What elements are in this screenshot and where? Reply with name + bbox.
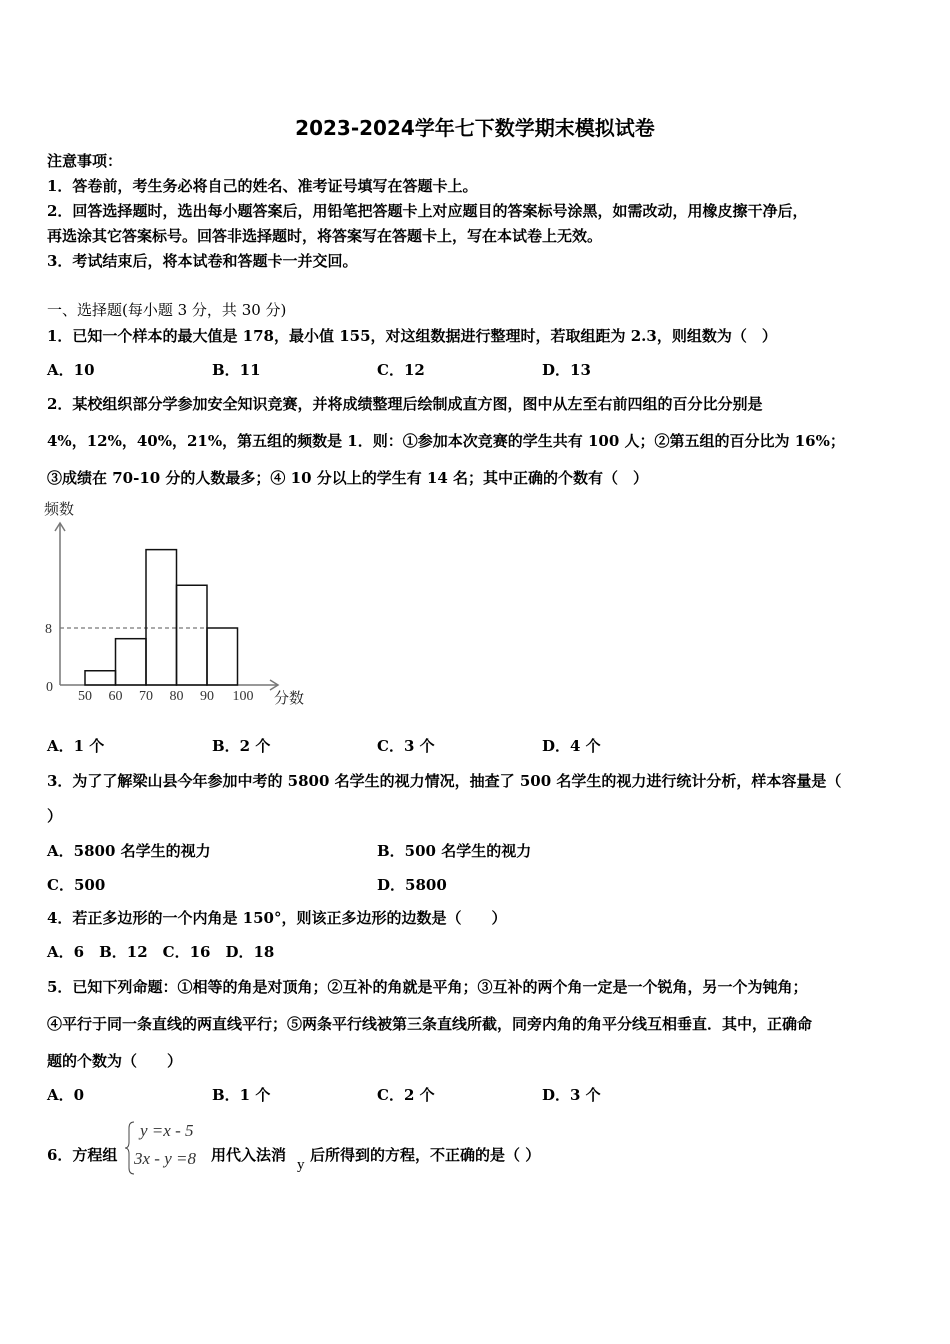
x-tick-label: 50 — [78, 689, 92, 704]
question-3-line: 3．为了了解梁山县今年参加中考的 5800 名学生的视力情况，抽查了 500 名学生的视力进行统计分析，样本容量是（ — [47, 772, 842, 790]
question-5-line: 5．已知下列命题：①相等的角是对顶角；②互补的角就是平角；③互补的两个角一定是一个锐角，另一个为钝角； — [47, 978, 808, 996]
question-2-line: 4%，12%，40%，21%，第五组的频数是 1．则：①参加本次竞赛的学生共有 100 人；②第五组的百分比为 16%； — [47, 432, 845, 450]
histogram-bar — [85, 671, 116, 685]
x-tick-label: 100 — [232, 689, 254, 704]
q3-option-c: C．500 — [47, 876, 106, 894]
question-1: 1．已知一个样本的最大值是 178，最小值 155，对这组数据进行整理时，若取组距为 2.3，则组数为（ ） — [47, 327, 777, 345]
histogram-bar — [146, 550, 177, 685]
q5-option-b: B．1 个 — [212, 1086, 271, 1104]
q3-option-b: B．500 名学生的视力 — [377, 842, 532, 860]
question-6-prefix: 6．方程组 — [47, 1146, 118, 1164]
equation-1: y =x - 5 — [140, 1121, 194, 1140]
q3-option-a: A．5800 名学生的视力 — [47, 842, 211, 860]
histogram-bar — [116, 639, 147, 685]
section-heading: 一、选择题(每小题 3 分，共 30 分) — [47, 301, 287, 319]
x-tick-label: 70 — [139, 689, 153, 704]
q4-options: A．6 B．12 C．16 D．18 — [47, 943, 275, 961]
note-item: 再选涂其它答案标号。回答非选择题时，将答案写在答题卡上，写在本试卷上无效。 — [47, 227, 603, 245]
y-axis-label: 频数 — [44, 502, 75, 518]
question-6-suffix: 后所得到的方程，不正确的是（ ） — [310, 1146, 541, 1164]
equation-2: 3x - y =8 — [134, 1149, 196, 1168]
q1-option-a: A．10 — [47, 361, 95, 379]
y-tick-label: 0 — [46, 680, 53, 695]
question-5-line: 题的个数为（ ） — [47, 1052, 183, 1070]
q1-option-b: B．11 — [212, 361, 261, 379]
question-3-line: ） — [47, 807, 63, 825]
x-tick-label: 90 — [200, 689, 214, 704]
q1-option-d: D．13 — [542, 361, 591, 379]
q2-option-a: A．1 个 — [47, 737, 105, 755]
note-item: 1．答卷前，考生务必将自己的姓名、准考证号填写在答题卡上。 — [47, 177, 478, 195]
question-2-line: ③成绩在 70-10 分的人数最多；④ 10 分以上的学生有 14 名；其中正确的个数有（ ） — [47, 469, 649, 487]
q5-option-c: C．2 个 — [377, 1086, 435, 1104]
question-4: 4．若正多边形的一个内角是 150°，则该正多边形的边数是（ ） — [47, 909, 507, 927]
x-tick-label: 80 — [169, 689, 184, 704]
q2-option-c: C．3 个 — [377, 737, 435, 755]
x-tick-label: 60 — [108, 689, 123, 704]
note-item: 3．考试结束后，将本试卷和答题卡一并交回。 — [47, 252, 358, 270]
y-tick-label: 8 — [45, 622, 52, 637]
page-title: 2023-2024学年七下数学期末模拟试卷 — [295, 116, 655, 140]
q5-option-d: D．3 个 — [542, 1086, 601, 1104]
q2-option-b: B．2 个 — [212, 737, 271, 755]
question-5-line: ④平行于同一条直线的两直线平行；⑤两条平行线被第三条直线所截，同旁内角的角平分线互相垂直．其中，正确命 — [47, 1015, 813, 1033]
question-6-var: y — [297, 1157, 305, 1173]
histogram — [40, 495, 320, 715]
question-6-mid: 用代入法消 — [211, 1146, 287, 1164]
x-axis-label: 分数 — [274, 691, 305, 707]
q2-option-d: D．4 个 — [542, 737, 601, 755]
question-2-line: 2．某校组织部分学参加安全知识竞赛，并将成绩整理后绘制成直方图，图中从左至右前四组的百分比分别是 — [47, 395, 763, 413]
histogram-bar — [177, 585, 208, 685]
q1-option-c: C．12 — [377, 361, 425, 379]
notes-heading: 注意事项： — [47, 152, 123, 170]
q5-option-a: A．0 — [47, 1086, 85, 1104]
note-item: 2．回答选择题时，选出每小题答案后，用铅笔把答题卡上对应题目的答案标号涂黑，如需改动，用橡皮擦干净后， — [47, 202, 808, 220]
histogram-bar — [207, 628, 238, 685]
q3-option-d: D．5800 — [377, 876, 447, 894]
